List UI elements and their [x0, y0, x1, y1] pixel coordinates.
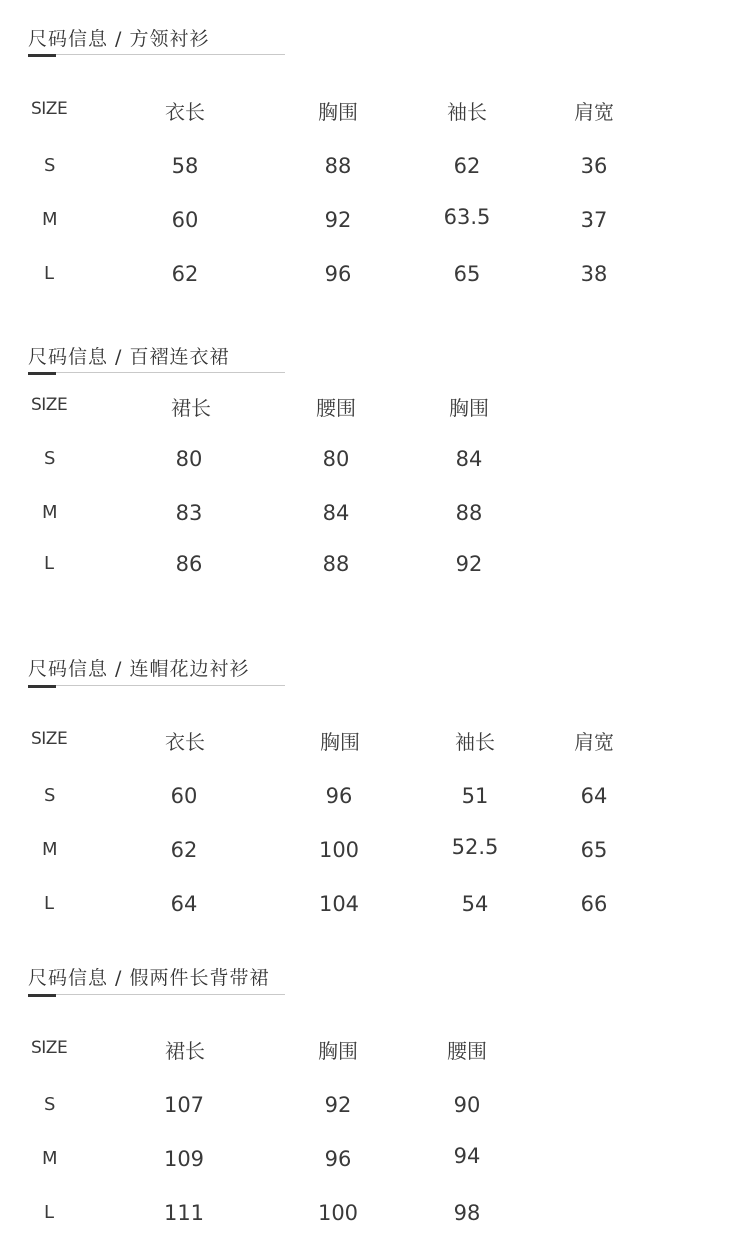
- table-cell: 64: [580, 784, 608, 808]
- row-label: S: [44, 155, 56, 176]
- divider-accent: [28, 994, 56, 997]
- section-title: 尺码信息 / 方领衬衫: [28, 28, 210, 50]
- table-cell: 109: [163, 1147, 205, 1171]
- table-cell: 63.5: [443, 205, 491, 229]
- table-cell: 107: [163, 1093, 205, 1117]
- table-cell: 51: [461, 784, 489, 808]
- row-label: M: [42, 209, 58, 230]
- divider-line: [28, 372, 285, 373]
- table-cell: 65: [453, 262, 481, 286]
- column-header: 胸围: [318, 1039, 358, 1063]
- table-cell: 80: [322, 447, 350, 471]
- row-label: L: [44, 1202, 55, 1223]
- table-cell: 88: [324, 154, 352, 178]
- divider-line: [28, 994, 285, 995]
- column-header: 胸围: [449, 396, 489, 420]
- table-cell: 58: [171, 154, 199, 178]
- row-label: M: [42, 502, 58, 523]
- table-cell: 92: [324, 1093, 352, 1117]
- table-cell: 38: [580, 262, 608, 286]
- table-cell: 100: [317, 1201, 359, 1225]
- column-header-size: SIZE: [31, 395, 68, 415]
- table-cell: 88: [322, 552, 350, 576]
- column-header: 裙长: [165, 1039, 205, 1063]
- table-cell: 62: [170, 838, 198, 862]
- row-label: L: [44, 893, 55, 914]
- table-cell: 111: [163, 1201, 205, 1225]
- column-header: 腰围: [316, 396, 356, 420]
- table-cell: 84: [455, 447, 483, 471]
- column-header: 衣长: [165, 730, 205, 754]
- table-cell: 52.5: [451, 835, 499, 859]
- column-header: 胸围: [318, 100, 358, 124]
- table-cell: 36: [580, 154, 608, 178]
- table-cell: 96: [324, 1147, 352, 1171]
- section-title: 尺码信息 / 假两件长背带裙: [28, 967, 270, 989]
- row-label: S: [44, 785, 56, 806]
- table-cell: 92: [324, 208, 352, 232]
- table-cell: 62: [171, 262, 199, 286]
- table-cell: 64: [170, 892, 198, 916]
- column-header-size: SIZE: [31, 1038, 68, 1058]
- table-cell: 88: [455, 501, 483, 525]
- table-cell: 62: [453, 154, 481, 178]
- column-header: 袖长: [455, 730, 495, 754]
- row-label: S: [44, 448, 56, 469]
- table-cell: 96: [324, 262, 352, 286]
- table-cell: 80: [175, 447, 203, 471]
- table-cell: 98: [453, 1201, 481, 1225]
- divider-line: [28, 54, 285, 55]
- table-cell: 94: [453, 1144, 481, 1168]
- column-header-size: SIZE: [31, 729, 68, 749]
- column-header: 肩宽: [574, 100, 614, 124]
- table-cell: 90: [453, 1093, 481, 1117]
- section-title: 尺码信息 / 连帽花边衬衫: [28, 658, 250, 680]
- table-cell: 37: [580, 208, 608, 232]
- table-cell: 60: [170, 784, 198, 808]
- row-label: M: [42, 1148, 58, 1169]
- column-header: 胸围: [320, 730, 360, 754]
- table-cell: 100: [318, 838, 360, 862]
- row-label: L: [44, 553, 55, 574]
- column-header: 袖长: [447, 100, 487, 124]
- table-cell: 84: [322, 501, 350, 525]
- table-cell: 83: [175, 501, 203, 525]
- column-header-size: SIZE: [31, 99, 68, 119]
- table-cell: 54: [461, 892, 489, 916]
- table-cell: 96: [325, 784, 353, 808]
- column-header: 裙长: [171, 396, 211, 420]
- table-cell: 60: [171, 208, 199, 232]
- divider-line: [28, 685, 285, 686]
- table-cell: 92: [455, 552, 483, 576]
- row-label: M: [42, 839, 58, 860]
- table-cell: 66: [580, 892, 608, 916]
- section-title: 尺码信息 / 百褶连衣裙: [28, 346, 230, 368]
- row-label: L: [44, 263, 55, 284]
- table-cell: 65: [580, 838, 608, 862]
- divider-accent: [28, 372, 56, 375]
- divider-accent: [28, 685, 56, 688]
- divider-accent: [28, 54, 56, 57]
- table-cell: 86: [175, 552, 203, 576]
- table-cell: 104: [318, 892, 360, 916]
- row-label: S: [44, 1094, 56, 1115]
- column-header: 肩宽: [574, 730, 614, 754]
- column-header: 衣长: [165, 100, 205, 124]
- column-header: 腰围: [447, 1039, 487, 1063]
